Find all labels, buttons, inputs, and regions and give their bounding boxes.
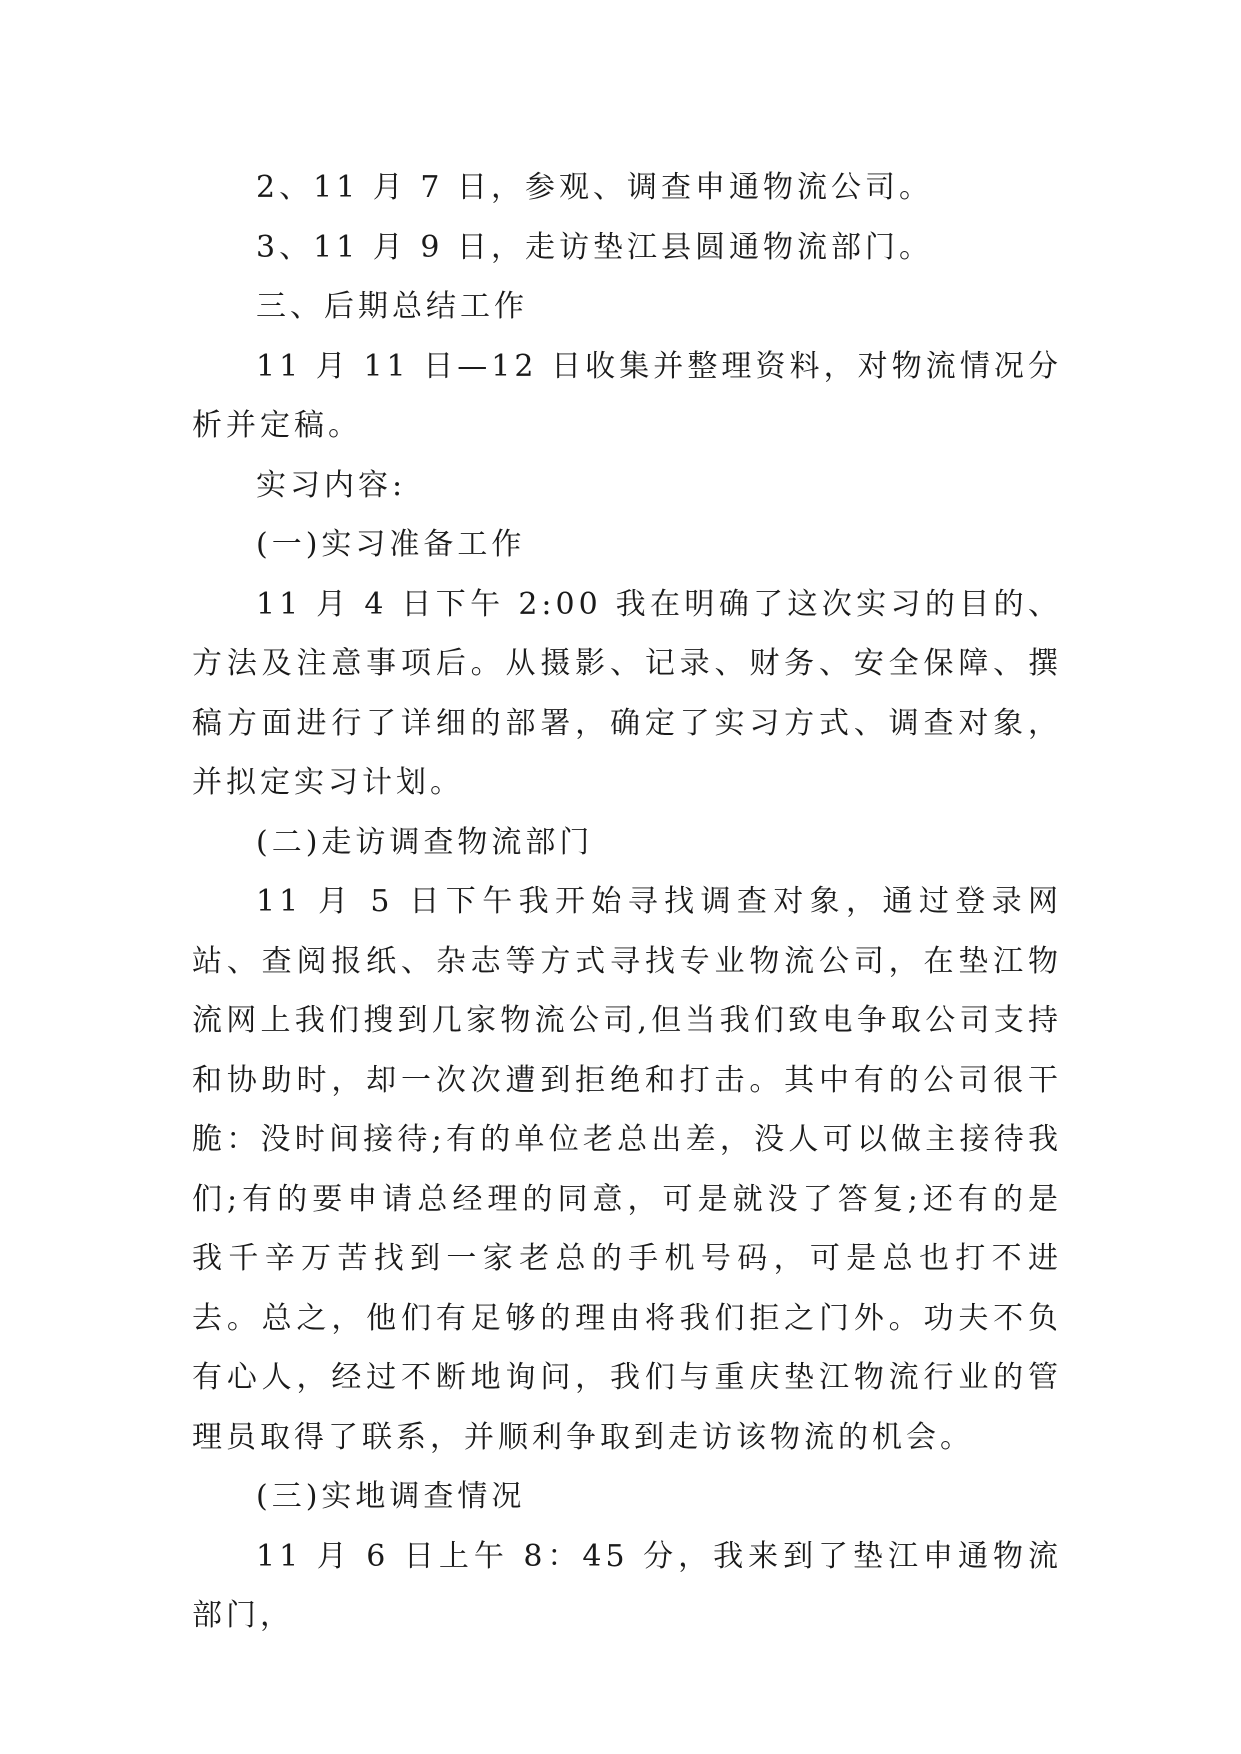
subheading-preparation: (一)实习准备工作 <box>256 527 526 562</box>
document-body <box>192 158 1062 1646</box>
paragraph-summary-work: 11 月 11 日—12 日收集并整理资料，对物流情况分析并定稿。 <box>192 348 1062 443</box>
paragraph-schedule-item-3: 3、11 月 9 日，走访垫江县圆通物流部门。 <box>256 229 933 265</box>
subheading-field-survey: (三)实地调查情况 <box>256 1479 526 1514</box>
section-heading-content: 实习内容: <box>256 467 407 503</box>
paragraph-preparation: 11 月 4 日下午 2:00 我在明确了这次实习的目的、方法及注意事项后。从摄影、记录、财务、安全保障、撰稿方面进行了详细的部署，确定了实习方式、调查对象，并拟定实习计划。 <box>192 586 1062 800</box>
paragraph-schedule-item-2: 2、11 月 7 日，参观、调查申通物流公司。 <box>256 170 933 205</box>
paragraph-field-survey: 11 月 6 日上午 8：45 分，我来到了垫江申通物流部门， <box>192 1538 1062 1633</box>
paragraph-visit: 11 月 5 日下午我开始寻找调查对象，通过登录网站、查阅报纸、杂志等方式寻找专业物流公司，在垫江物流网上我们搜到几家物流公司,但当我们致电争取公司支持和协助时，却一次次遭到拒绝和打击。其中有的公司很干脆：没时间接待;有的单位老总出差，没人可以做主接待我们;有的要申请总经理的同意，可是就没了答复;还有的是我千辛万苦找到一家老总的手机号码，可是总也打不进去。总之，他们有足够的理由将我们拒之门外。功夫不负有心人，经过不断地询问，我们与重庆垫江物流行业的管理员取得了联系，并顺利争取到走访该物流的机会。 <box>192 884 1062 1455</box>
section-heading-summary: 三、后期总结工作 <box>256 289 528 324</box>
subheading-visit: (二)走访调查物流部门 <box>256 824 594 860</box>
